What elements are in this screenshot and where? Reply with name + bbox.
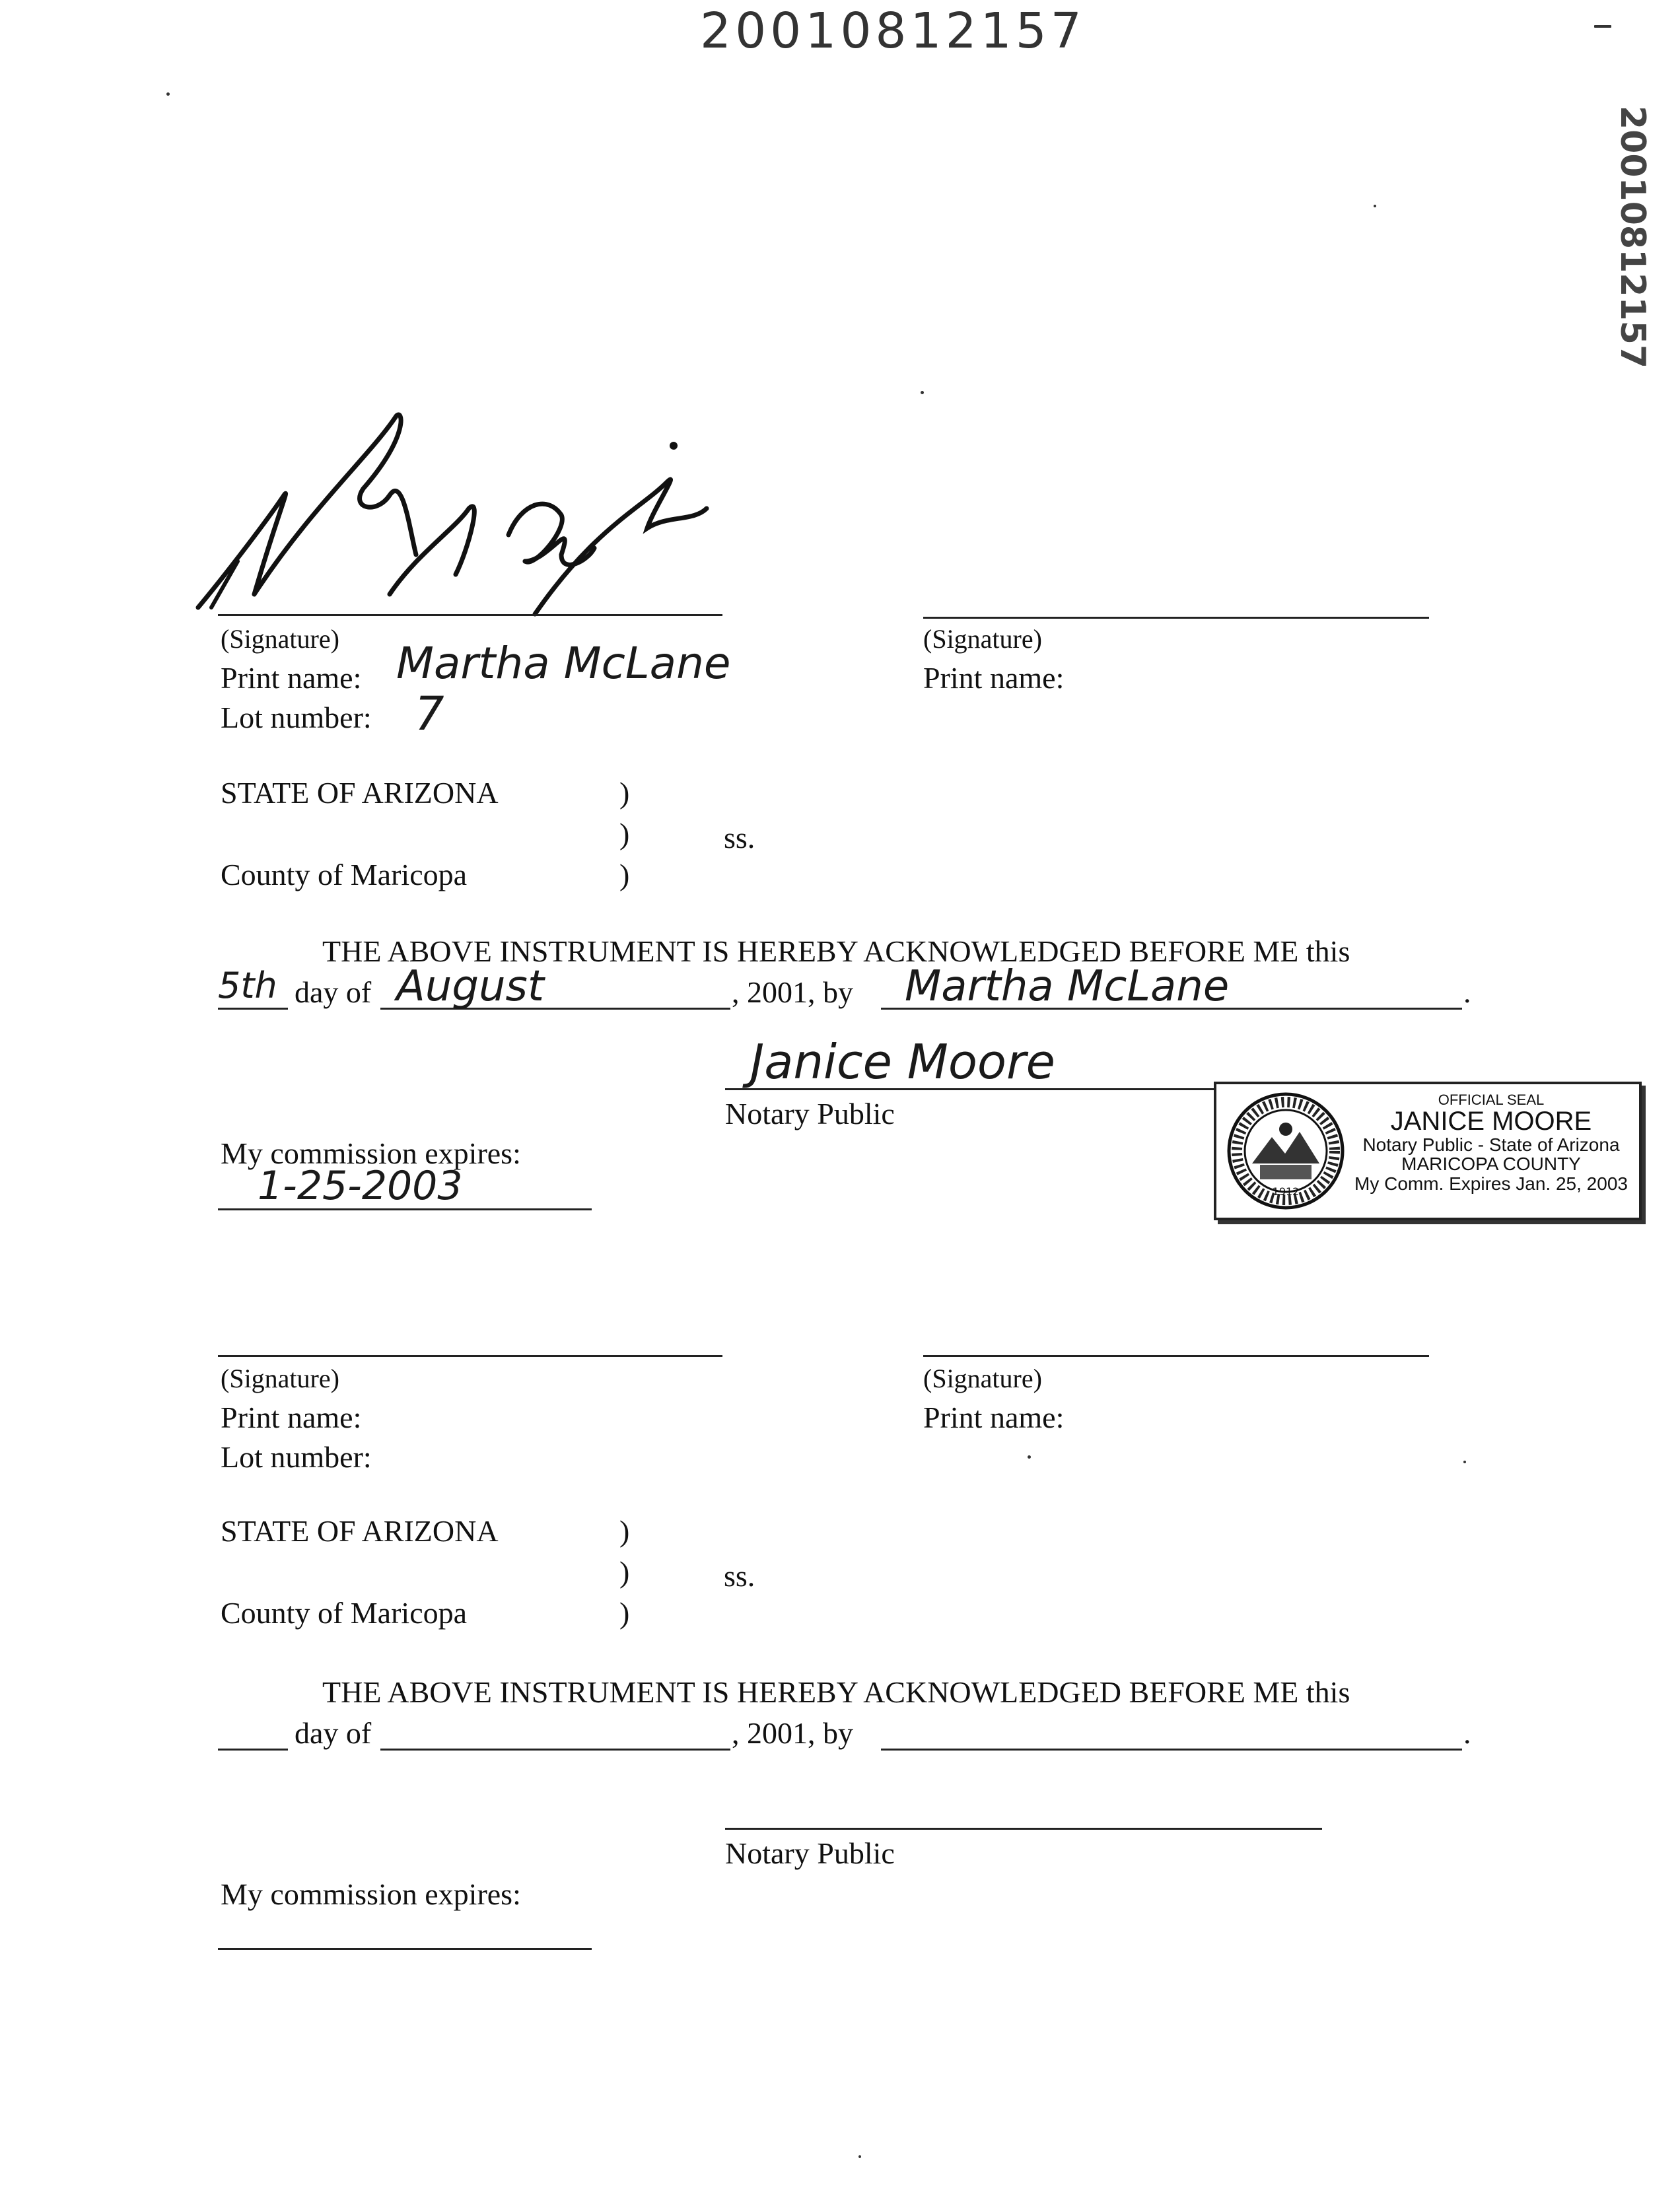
print-name-label-right: Print name: — [923, 661, 1065, 695]
paren-2-3: ) — [619, 1596, 630, 1630]
lot-number-label: Lot number: — [221, 701, 372, 734]
ss-label: ss. — [724, 821, 755, 854]
seal-expiry: My Comm. Expires Jan. 25, 2003 — [1354, 1173, 1628, 1194]
paren-2-2: ) — [619, 1555, 630, 1589]
scan-speck — [1374, 205, 1376, 207]
signature-line-left-2 — [218, 1355, 722, 1357]
state-label-2: STATE OF ARIZONA — [221, 1514, 499, 1548]
by-value: Martha McLane — [905, 962, 1230, 1011]
print-name-label-left: Print name: — [221, 661, 362, 695]
ss-label-2: ss. — [724, 1559, 755, 1593]
day-of-label: day of — [295, 975, 372, 1009]
county-label-2: County of Maricopa — [221, 1596, 468, 1630]
lot-number-value: 7 — [415, 687, 444, 741]
month-value: August — [396, 962, 544, 1011]
year-by-label-2: , 2001, by — [732, 1716, 853, 1750]
scan-speck — [1028, 1455, 1031, 1459]
acknowledgment-heading: THE ABOVE INSTRUMENT IS HEREBY ACKNOWLEDGED BEFORE ME this — [322, 934, 1350, 968]
period-2: . — [1463, 1716, 1471, 1750]
commission-line-2 — [218, 1948, 592, 1950]
paren-1: ) — [619, 776, 630, 810]
day-line — [218, 1008, 288, 1010]
seal-notary-name: JANICE MOORE — [1390, 1107, 1592, 1136]
county-label: County of Maricopa — [221, 858, 468, 891]
document-number: 20010812157 — [700, 3, 1086, 59]
print-name-label-right-2: Print name: — [923, 1401, 1065, 1434]
seal-title: Notary Public - State of Arizona — [1362, 1134, 1620, 1156]
acknowledgment-heading-2: THE ABOVE INSTRUMENT IS HEREBY ACKNOWLEDGED BEFORE ME this — [322, 1675, 1350, 1709]
notary-seal — [1214, 1082, 1642, 1220]
day-of-label-2: day of — [295, 1716, 372, 1750]
arizona-seal-emblem-icon — [1226, 1091, 1346, 1211]
scan-speck — [1594, 25, 1611, 28]
month-line-2 — [380, 1749, 730, 1751]
scan-speck — [921, 391, 924, 394]
commission-label-2: My commission expires: — [221, 1877, 521, 1911]
seal-county: MARICOPA COUNTY — [1401, 1154, 1581, 1175]
signature-line-right-2 — [923, 1355, 1429, 1357]
lot-number-label-2: Lot number: — [221, 1440, 372, 1474]
paren-2-1: ) — [619, 1514, 630, 1548]
signature-label-right-2: (Signature) — [923, 1364, 1042, 1393]
by-line-2 — [881, 1749, 1462, 1751]
signer-signature-drawing — [192, 396, 759, 634]
day-line-2 — [218, 1749, 288, 1751]
notary-label: Notary Public — [725, 1097, 895, 1130]
signature-label-left: (Signature) — [221, 624, 339, 654]
notary-label-2: Notary Public — [725, 1836, 895, 1870]
day-value: 5th — [218, 965, 277, 1006]
signature-line-left — [218, 614, 722, 616]
commission-label: My commission expires: — [221, 1136, 521, 1170]
notary-signature-line-2 — [725, 1828, 1322, 1830]
scan-speck — [1463, 1461, 1466, 1463]
scan-speck — [166, 92, 170, 96]
period: . — [1463, 975, 1471, 1009]
print-name-value-left: Martha McLane — [396, 638, 731, 689]
seal-official-label: OFFICIAL SEAL — [1438, 1092, 1545, 1108]
scan-speck — [858, 2155, 861, 2158]
state-label: STATE OF ARIZONA — [221, 776, 499, 810]
signature-line-right — [923, 617, 1429, 619]
paren-3: ) — [619, 858, 630, 891]
print-name-label-left-2: Print name: — [221, 1401, 362, 1434]
paren-2: ) — [619, 817, 630, 850]
commission-value: 1-25-2003 — [258, 1163, 463, 1209]
signature-label-left-2: (Signature) — [221, 1364, 339, 1393]
year-by-label: , 2001, by — [732, 975, 853, 1009]
signature-label-right: (Signature) — [923, 624, 1042, 654]
notary-signature: Janice Moore — [750, 1034, 1055, 1090]
side-stamp-number: 20010812157 — [1613, 106, 1652, 368]
seal-emblem-year: 1912 — [1272, 1185, 1300, 1198]
